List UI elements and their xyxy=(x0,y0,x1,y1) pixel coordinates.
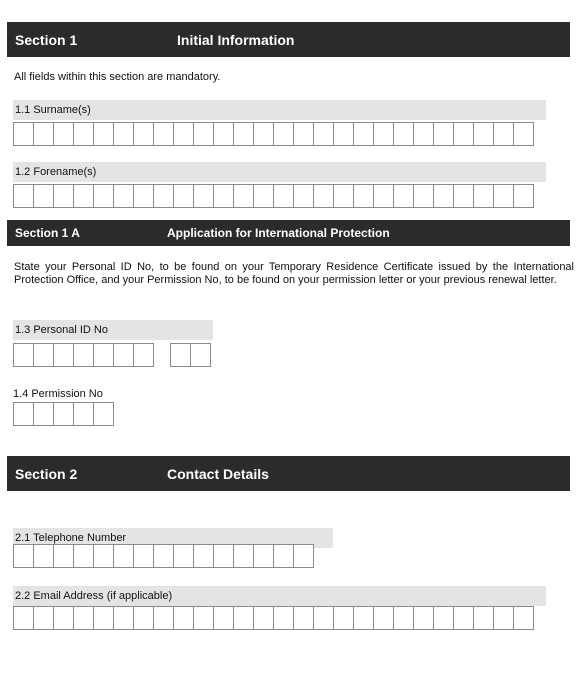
character-box[interactable] xyxy=(293,184,314,208)
character-box[interactable] xyxy=(53,402,74,426)
character-box[interactable] xyxy=(33,544,54,568)
character-box[interactable] xyxy=(33,343,54,367)
character-box[interactable] xyxy=(353,122,374,146)
personal-id-input-boxes[interactable] xyxy=(13,343,153,367)
character-box[interactable] xyxy=(53,343,74,367)
character-box[interactable] xyxy=(293,544,314,568)
email-label-text: 2.2 Email Address (if applicable) xyxy=(15,590,173,602)
character-box[interactable] xyxy=(233,122,254,146)
character-box[interactable] xyxy=(170,343,191,367)
character-box[interactable] xyxy=(253,184,274,208)
character-box[interactable] xyxy=(213,606,234,630)
character-box[interactable] xyxy=(73,544,94,568)
character-box[interactable] xyxy=(13,606,34,630)
character-box[interactable] xyxy=(173,544,194,568)
character-box[interactable] xyxy=(253,122,274,146)
surname-input-boxes[interactable] xyxy=(13,122,533,146)
character-box[interactable] xyxy=(253,544,274,568)
character-box[interactable] xyxy=(433,184,454,208)
character-box[interactable] xyxy=(73,343,94,367)
character-box[interactable] xyxy=(293,606,314,630)
character-box[interactable] xyxy=(253,606,274,630)
character-box[interactable] xyxy=(173,184,194,208)
character-box[interactable] xyxy=(273,606,294,630)
personal-id-label-text: 1.3 Personal ID No xyxy=(15,324,108,336)
character-box[interactable] xyxy=(133,184,154,208)
character-box[interactable] xyxy=(113,343,134,367)
character-box[interactable] xyxy=(73,184,94,208)
character-box[interactable] xyxy=(213,122,234,146)
character-box[interactable] xyxy=(13,402,34,426)
section-1-header xyxy=(7,22,570,57)
email-input-boxes[interactable] xyxy=(13,606,533,630)
character-box[interactable] xyxy=(373,184,394,208)
character-box[interactable] xyxy=(193,544,214,568)
character-box[interactable] xyxy=(453,606,474,630)
character-box[interactable] xyxy=(333,184,354,208)
character-box[interactable] xyxy=(133,122,154,146)
character-box[interactable] xyxy=(73,122,94,146)
character-box[interactable] xyxy=(293,122,314,146)
character-box[interactable] xyxy=(313,184,334,208)
forename-input-boxes[interactable] xyxy=(13,184,533,208)
email-label xyxy=(13,586,546,606)
character-box[interactable] xyxy=(13,343,34,367)
character-box[interactable] xyxy=(313,122,334,146)
character-box[interactable] xyxy=(173,122,194,146)
permission-no-label: 1.4 Permission No xyxy=(13,388,103,400)
section-1a-note: State your Personal ID No, to be found on your Temporary Residence Certificate issued by the International Protection Office, and your Permission No, to be found on your permission letter or your previous renewal letter. xyxy=(14,261,574,286)
surname-label-text: 1.1 Surname(s) xyxy=(15,104,91,116)
character-box[interactable] xyxy=(93,606,114,630)
section-title: Initial Information xyxy=(177,32,295,48)
character-box[interactable] xyxy=(413,122,434,146)
character-box[interactable] xyxy=(333,606,354,630)
character-box[interactable] xyxy=(373,606,394,630)
character-box[interactable] xyxy=(53,606,74,630)
character-box[interactable] xyxy=(93,184,114,208)
character-box[interactable] xyxy=(193,184,214,208)
forename-label xyxy=(13,162,546,182)
character-box[interactable] xyxy=(173,606,194,630)
character-box[interactable] xyxy=(133,544,154,568)
telephone-input-boxes[interactable] xyxy=(13,544,313,568)
character-box[interactable] xyxy=(53,122,74,146)
character-box[interactable] xyxy=(113,606,134,630)
character-box[interactable] xyxy=(73,606,94,630)
character-box[interactable] xyxy=(190,343,211,367)
character-box[interactable] xyxy=(113,122,134,146)
character-box[interactable] xyxy=(193,122,214,146)
character-box[interactable] xyxy=(273,544,294,568)
character-box[interactable] xyxy=(393,122,414,146)
forename-label-text: 1.2 Forename(s) xyxy=(15,166,97,178)
character-box[interactable] xyxy=(233,544,254,568)
section-number: Section 2 xyxy=(15,466,78,482)
character-box[interactable] xyxy=(413,184,434,208)
character-box[interactable] xyxy=(33,402,54,426)
character-box[interactable] xyxy=(233,184,254,208)
character-box[interactable] xyxy=(53,544,74,568)
character-box[interactable] xyxy=(153,544,174,568)
character-box[interactable] xyxy=(473,606,494,630)
character-box[interactable] xyxy=(513,184,534,208)
character-box[interactable] xyxy=(33,606,54,630)
section-1-note: All fields within this section are mandatory. xyxy=(14,71,221,83)
character-box[interactable] xyxy=(133,606,154,630)
character-box[interactable] xyxy=(353,606,374,630)
character-box[interactable] xyxy=(13,122,34,146)
section-number: Section 1 xyxy=(15,32,78,48)
character-box[interactable] xyxy=(353,184,374,208)
character-box[interactable] xyxy=(273,122,294,146)
permission-no-input-boxes[interactable] xyxy=(13,402,113,426)
character-box[interactable] xyxy=(493,606,514,630)
character-box[interactable] xyxy=(393,606,414,630)
section-title: Contact Details xyxy=(167,466,269,482)
character-box[interactable] xyxy=(493,184,514,208)
character-box[interactable] xyxy=(13,184,34,208)
surname-label xyxy=(13,100,546,120)
character-box[interactable] xyxy=(133,343,154,367)
character-box[interactable] xyxy=(213,544,234,568)
character-box[interactable] xyxy=(93,544,114,568)
character-box[interactable] xyxy=(373,122,394,146)
section-2-header xyxy=(7,456,570,491)
character-box[interactable] xyxy=(513,606,534,630)
section-1a-header xyxy=(7,220,570,246)
section-title: Application for International Protection xyxy=(167,226,390,240)
character-box[interactable] xyxy=(93,343,114,367)
character-box[interactable] xyxy=(153,184,174,208)
character-box[interactable] xyxy=(73,402,94,426)
character-box[interactable] xyxy=(473,122,494,146)
character-box[interactable] xyxy=(33,122,54,146)
character-box[interactable] xyxy=(153,606,174,630)
character-box[interactable] xyxy=(333,122,354,146)
character-box[interactable] xyxy=(33,184,54,208)
character-box[interactable] xyxy=(193,606,214,630)
character-box[interactable] xyxy=(433,606,454,630)
section-number: Section 1 A xyxy=(15,226,80,240)
character-box[interactable] xyxy=(273,184,294,208)
character-box[interactable] xyxy=(393,184,414,208)
character-box[interactable] xyxy=(453,184,474,208)
personal-id-label xyxy=(13,320,213,340)
character-box[interactable] xyxy=(93,122,114,146)
character-box[interactable] xyxy=(93,402,114,426)
character-box[interactable] xyxy=(113,184,134,208)
character-box[interactable] xyxy=(213,184,234,208)
telephone-label-text: 2.1 Telephone Number xyxy=(15,532,127,544)
character-box[interactable] xyxy=(513,122,534,146)
personal-id-suffix-boxes[interactable] xyxy=(170,343,210,367)
character-box[interactable] xyxy=(313,606,334,630)
character-box[interactable] xyxy=(153,122,174,146)
character-box[interactable] xyxy=(413,606,434,630)
character-box[interactable] xyxy=(113,544,134,568)
character-box[interactable] xyxy=(433,122,454,146)
character-box[interactable] xyxy=(493,122,514,146)
character-box[interactable] xyxy=(453,122,474,146)
character-box[interactable] xyxy=(13,544,34,568)
character-box[interactable] xyxy=(233,606,254,630)
character-box[interactable] xyxy=(53,184,74,208)
character-box[interactable] xyxy=(473,184,494,208)
